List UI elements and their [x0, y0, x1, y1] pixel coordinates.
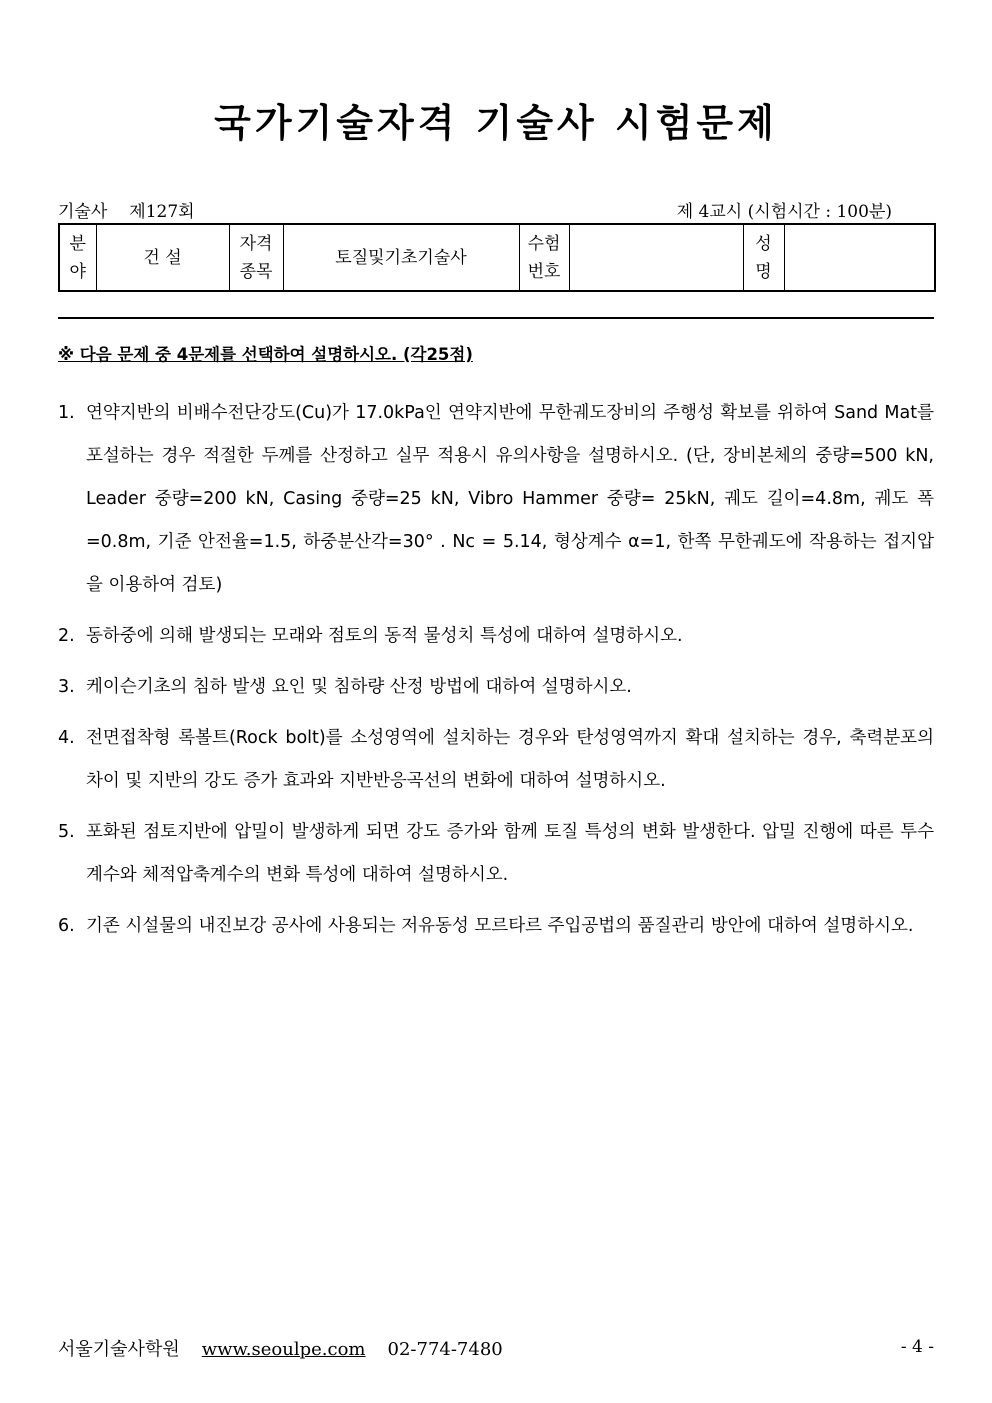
question-number: 4.	[58, 728, 75, 748]
question-number: 1.	[58, 403, 75, 423]
name-field[interactable]	[784, 224, 935, 291]
question-number: 3.	[58, 677, 75, 697]
exam-period-label: 제 4교시	[676, 202, 743, 222]
question-item	[58, 905, 934, 948]
exam-number-label: 수험 번호	[519, 224, 569, 291]
exam-category: 기술사	[58, 202, 108, 222]
page-number: - 4 -	[900, 1337, 934, 1357]
question-text: 전면접착형 록볼트(Rock bolt)를 소성영역에 설치하는 경우와 탄성영역까지 확대 설치하는 경우, 축력분포의 차이 및 지반의 강도 증가 효과와 지반반응곡선의 변화에 대하여 설명하시오.	[86, 728, 934, 791]
exam-round-number: 제127회	[129, 202, 195, 222]
qualification-label: 자격 종목	[229, 224, 283, 291]
exam-duration: (시험시간 : 100분)	[747, 202, 892, 222]
exam-round	[58, 197, 195, 222]
instruction-text: ※ 다음 문제 중 4문제를 선택하여 설명하시오. (각25점)	[58, 345, 473, 364]
question-item	[58, 392, 934, 607]
phone-number: 02-774-7480	[387, 1339, 503, 1360]
question-text: 동하중에 의해 발생되는 모래와 점토의 동적 물성치 특성에 대하여 설명하시오.	[86, 626, 683, 646]
section-divider	[58, 317, 934, 319]
question-text: 케이슨기초의 침하 발생 요인 및 침하량 산정 방법에 대하여 설명하시오.	[86, 677, 632, 697]
question-number: 6.	[58, 916, 75, 936]
exam-number-field[interactable]	[569, 224, 743, 291]
question-number: 2.	[58, 626, 75, 646]
page-title: 국가기술자격 기술사 시험문제	[214, 100, 778, 145]
exam-period	[677, 197, 892, 222]
question-item	[58, 615, 934, 658]
question-item	[58, 666, 934, 709]
question-number: 5.	[58, 822, 75, 842]
question-text: 기존 시설물의 내진보강 공사에 사용되는 저유동성 모르타르 주입공법의 품질관리 방안에 대하여 설명하시오.	[86, 916, 914, 936]
question-item	[58, 811, 934, 897]
question-list	[58, 392, 934, 956]
qualification-value: 토질및기초기술사	[283, 224, 519, 291]
footer-contact	[58, 1335, 503, 1361]
name-label: 성 명	[743, 224, 784, 291]
academy-name: 서울기술사학원	[58, 1339, 180, 1360]
field-label: 분 야	[59, 224, 96, 291]
question-text: 포화된 점토지반에 압밀이 발생하게 되면 강도 증가와 함께 토질 특성의 변화 발생한다. 압밀 진행에 따른 투수계수와 체적압축계수의 변화 특성에 대하여 설명하시오.	[86, 822, 934, 885]
field-value: 건 설	[96, 224, 229, 291]
question-item	[58, 717, 934, 803]
question-text: 연약지반의 비배수전단강도(Cu)가 17.0kPa인 연약지반에 무한궤도장비의 주행성 확보를 위하여 Sand Mat를 포설하는 경우 적절한 두께를 산정하고 실무 적용시 유의사항을 설명하시오. (단, 장비본체의 중량=500 kN, Leader 중량=200 kN, Casing 중량=25 kN, Vibro Hammer 중량= 25kN, 궤도 길이=4.8m, 궤도 폭=0.8m, 기준 안전율=1.5, 하중분산각=30° . Nc = 5.14, 형상계수 α=1, 한쪽 무한궤도에 작용하는 접지압을 이용하여 검토)	[86, 403, 934, 595]
exam-info-table	[58, 223, 936, 292]
website-link[interactable]: www.seoulpe.com	[201, 1339, 366, 1360]
